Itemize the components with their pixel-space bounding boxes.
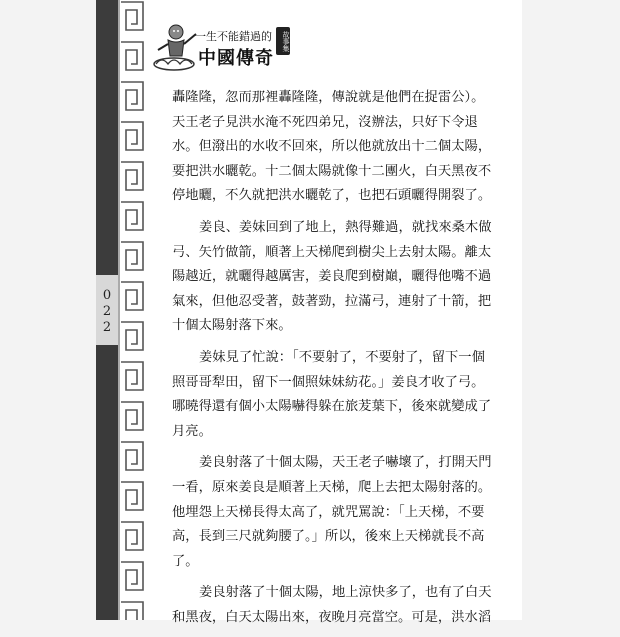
text-line: 照哥哥犁田，留下一個照妹妹紡花。」姜良才收了弓。 [172,374,485,390]
text-line: 他埋怨上天梯長得太高了，就咒罵說：「上天梯，不要 [172,504,485,520]
paragraph [172,346,492,444]
body-text [172,86,492,637]
text-line: 十個太陽射落下來。 [172,318,292,334]
text-line: 高，長到三尺就夠腰了。」所以，後來上天梯就長不高 [172,529,485,545]
paragraph [172,216,492,339]
monkey-king-cloud-icon [150,14,200,74]
text-line: 轟隆隆，忽而那裡轟隆隆，傳說就是他們在捉雷公）。 [172,90,485,105]
text-line: 了。 [172,553,199,569]
book-badge: 故事集 [276,27,290,55]
book-header [150,8,320,80]
text-line: 月亮。 [172,423,212,439]
book-title: 中國傳奇 [198,48,274,69]
text-line: 姜良、姜妹回到了地上，熱得難過，就找來桑木做 [199,219,492,235]
text-line: 和黑夜，白天太陽出來，夜晚月亮當空。可是，洪水滔 [172,609,492,625]
page-number [96,282,118,342]
book-series-subtitle: 一生不能錯過的 [195,30,272,43]
meander-pattern-icon [118,0,146,620]
text-line: 天王老子見洪水淹不死四弟兄，沒辦法，只好下令退 [172,114,478,130]
side-bar-bottom [96,345,118,620]
text-line: 要把洪水曬乾。十二個太陽就像十二團火，白天黑夜不 [172,163,492,179]
text-line: 姜良射落了十個太陽，天王老子嚇壞了，打開天門 [199,455,492,471]
text-line: 哪曉得還有個小太陽嚇得躲在旅茇葉下，後來就變成了 [172,399,492,415]
text-line: 弓、矢竹做箭，順著上天梯爬到樹尖上去射太陽。離太 [172,244,492,260]
text-line: 陽越近，就曬得越厲害，姜良爬到樹巔，曬得他嘴不過 [172,269,492,285]
page-number-text: 022 [99,288,115,336]
paragraph [172,581,492,630]
text-line: 姜妹見了忙說：「不要射了，不要射了，留下一個 [199,349,485,365]
paragraph [172,451,492,574]
text-line: 姜良射落了十個太陽，地上涼快多了，也有了白天 [199,585,492,601]
text-line: 一看，原來姜良是順著上天梯，爬上去把太陽射落的。 [172,479,492,495]
text-line: 氣來，但他忍受著，鼓著勁，拉滿弓，連射了十箭，把 [172,293,492,309]
text-line: 停地曬，不久就把洪水曬乾了，也把石頭曬得開裂了。 [172,188,492,204]
text-line: 水。但潑出的水收不回來，所以他就放出十二個太陽， [172,139,492,155]
paragraph [172,86,492,209]
